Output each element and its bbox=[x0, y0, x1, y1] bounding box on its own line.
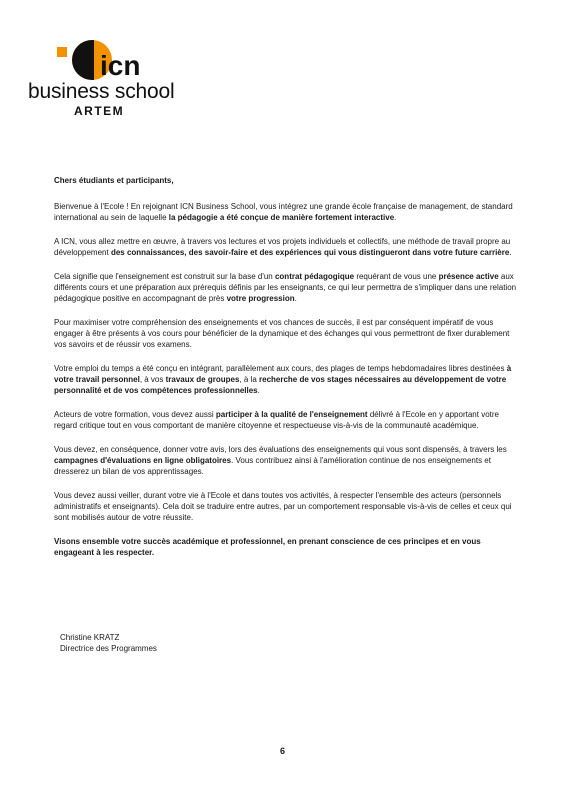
greeting: Chers étudiants et participants, bbox=[54, 176, 174, 185]
text: aux différents cours et une préparation aux prérequis définis par les enseignants, ce qui leur permettra de s'impliquer dans une relation pédagogique positive en accompagnant de près bbox=[54, 272, 517, 303]
page-number: 6 bbox=[279, 746, 285, 756]
paragraph bbox=[54, 444, 519, 477]
text: Cela signifie que l'enseignement est construit sur la base d'un bbox=[54, 272, 275, 281]
signature-name: Christine KRATZ bbox=[60, 633, 120, 642]
text: requérant de vous une bbox=[354, 272, 439, 281]
logo-square-icon bbox=[57, 47, 67, 57]
paragraph bbox=[54, 271, 519, 304]
paragraph bbox=[54, 536, 519, 558]
bold-text: recherche de vos stages nécessaires au développement de votre personnalité et de vos compétences professionnelles bbox=[54, 375, 507, 395]
text: . bbox=[257, 386, 260, 395]
signature bbox=[60, 632, 157, 654]
bold-text: des connaissances, des savoir-faire et des expériences qui vous distingueront dans votre future carrière bbox=[110, 248, 510, 257]
paragraph bbox=[54, 236, 519, 258]
bold-text: campagnes d'évaluations en ligne obligatoires bbox=[54, 456, 232, 465]
text: Vous devez aussi veiller, durant votre vie à l'Ecole et dans toutes vos activités, à respecter l'ensemble des acteurs (personnels administratifs et enseignants). Cela doit se traduire entre autres, par un comportement responsable vis-à-vis de celles et ceux qui sont mobilisés autour de votre réussite. bbox=[54, 491, 512, 522]
paragraph bbox=[54, 201, 519, 223]
bold-text: Visons ensemble votre succès académique et professionnel, en prenant conscience de ces principes et en vous engageant à les respecter. bbox=[54, 537, 481, 557]
paragraphs bbox=[54, 201, 519, 558]
text: , à vos bbox=[139, 375, 166, 384]
text: Vous devez, en conséquence, donner votre avis, lors des évaluations des enseignements qui vous sont dispensés, à travers les bbox=[54, 445, 507, 454]
paragraph bbox=[54, 317, 519, 350]
bold-text: présence active bbox=[438, 272, 499, 281]
text: délivré à l'Ecole en y apportant votre regard critique tout en vous comportant de manière citoyenne et respectueuse vis-à-vis de la communauté académique. bbox=[54, 410, 499, 430]
logo-sub: ARTEM bbox=[74, 104, 125, 118]
icn-logo bbox=[28, 40, 178, 120]
paragraph bbox=[54, 363, 519, 396]
text: . bbox=[394, 213, 397, 222]
bold-text: travaux de groupes bbox=[165, 375, 240, 384]
bold-text: votre progression bbox=[226, 294, 295, 303]
text: Bienvenue à l'Ecole ! En rejoignant ICN Business School, vous intégrez une grande école française de management, de standard international au sein de laquelle bbox=[54, 202, 513, 222]
text: A ICN, vous allez mettre en œuvre, à travers vos lectures et vos projets individuels et collectifs, une méthode de travail propre au développement bbox=[54, 237, 511, 257]
paragraph bbox=[54, 490, 519, 523]
letter-body bbox=[54, 175, 519, 571]
signature-role: Directrice des Programmes bbox=[60, 644, 157, 653]
paragraph bbox=[54, 409, 519, 431]
bold-text: à votre travail personnel bbox=[54, 364, 512, 384]
text: . Vous contribuez ainsi à l'amélioration continue de nos enseignements et dresserez un bilan de vos apprentissages. bbox=[54, 456, 491, 476]
logo-brand: icn bbox=[100, 50, 141, 81]
logo-name: business school bbox=[28, 80, 175, 103]
text: , à la bbox=[239, 375, 259, 384]
bold-text: contrat pédagogique bbox=[274, 272, 355, 281]
text: . bbox=[509, 248, 512, 257]
bold-text: la pédagogie a été conçue de manière fortement interactive bbox=[168, 213, 395, 222]
text: Votre emploi du temps a été conçu en intégrant, parallèlement aux cours, des plages de temps hebdomadaires libres destinées bbox=[54, 364, 507, 373]
text: Pour maximiser votre compréhension des enseignements et vos chances de succès, il est par conséquent impératif de vous engager à être présents à vos cours pour bénéficier de la dynamique et des échanges qui vous permettront de fixer durablement vos savoirs et de réussir vos examens. bbox=[54, 318, 510, 349]
text: Acteurs de votre formation, vous devez aussi bbox=[54, 410, 216, 419]
text: . bbox=[294, 294, 297, 303]
bold-text: participer à la qualité de l'enseignement bbox=[215, 410, 368, 419]
